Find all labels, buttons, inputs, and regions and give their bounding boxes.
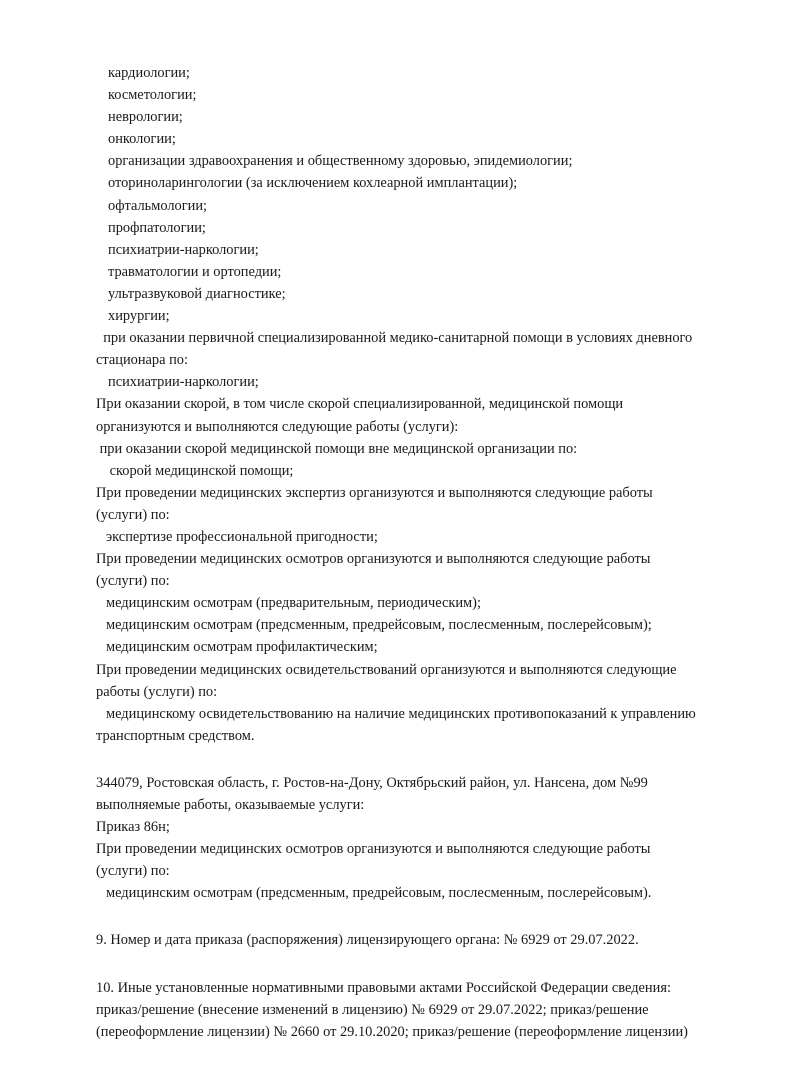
document-line: психиатрии-наркологии; bbox=[108, 374, 259, 391]
section-item-9 bbox=[96, 929, 734, 951]
document-line: скорой медицинской помощи; bbox=[106, 462, 294, 479]
document-line: при оказании первичной специализированной медико-санитарной помощи в условиях дневного bbox=[96, 330, 693, 347]
document-line: офтальмологии; bbox=[108, 197, 208, 214]
document-line: Приказ 86н; bbox=[96, 819, 170, 836]
document-line: 9. Номер и дата приказа (распоряжения) лицензирующего органа: № 6929 от 29.07.2022. bbox=[96, 932, 639, 949]
document-line: медицинским осмотрам (предсменным, предрейсовым, послесменным, послерейсовым); bbox=[106, 617, 652, 634]
document-line: При проведении медицинских экспертиз организуются и выполняются следующие работы bbox=[96, 484, 653, 501]
document-line: медицинским осмотрам (предварительным, периодическим); bbox=[106, 595, 481, 612]
section-specialties-list bbox=[96, 62, 734, 747]
section-item-10 bbox=[96, 977, 734, 1043]
document-line: (услуги) по: bbox=[96, 573, 170, 590]
document-line: организуются и выполняются следующие работы (услуги): bbox=[96, 418, 459, 435]
document-line: травматологии и ортопедии; bbox=[108, 263, 282, 280]
document-line: ультразвуковой диагностике; bbox=[108, 285, 286, 302]
document-line: организации здравоохранения и общественному здоровью, эпидемиологии; bbox=[108, 153, 573, 170]
document-line: 344079, Ростовская область, г. Ростов-на-Дону, Октябрьский район, ул. Нансена, дом №99 bbox=[96, 774, 648, 791]
document-line: При проведении медицинских осмотров организуются и выполняются следующие работы bbox=[96, 551, 651, 568]
document-line: медицинским осмотрам (предсменным, предрейсовым, послесменным, послерейсовым). bbox=[106, 885, 652, 902]
document-line: кардиологии; bbox=[108, 65, 190, 81]
document-line: При оказании скорой, в том числе скорой специализированной, медицинской помощи bbox=[96, 396, 624, 413]
document-line: 10. Иные установленные нормативными правовыми актами Российской Федерации сведения: bbox=[96, 979, 671, 996]
document-line: психиатрии-наркологии; bbox=[108, 241, 259, 258]
section-address-block bbox=[96, 772, 734, 905]
document-line: (услуги) по: bbox=[96, 863, 170, 880]
document-line: при оказании скорой медицинской помощи вне медицинской организации по: bbox=[96, 440, 578, 457]
section-spacer bbox=[96, 904, 734, 929]
document-line: хирургии; bbox=[108, 308, 170, 325]
document-line: При проведении медицинских осмотров организуются и выполняются следующие работы bbox=[96, 841, 651, 858]
document-line: выполняемые работы, оказываемые услуги: bbox=[96, 797, 365, 813]
document-line: (услуги) по: bbox=[96, 506, 170, 523]
document-line: приказ/решение (внесение изменений в лицензию) № 6929 от 29.07.2022; приказ/решение bbox=[96, 1001, 649, 1018]
document-body bbox=[96, 62, 734, 1043]
section-spacer bbox=[96, 747, 734, 772]
document-line: транспортным средством. bbox=[96, 727, 255, 744]
document-line: косметологии; bbox=[108, 87, 197, 104]
document-line: оториноларингологии (за исключением кохлеарной имплантации); bbox=[108, 175, 518, 192]
section-spacer bbox=[96, 952, 734, 977]
document-line: (переоформление лицензии) № 2660 от 29.10.2020; приказ/решение (переоформление лицензии) bbox=[96, 1023, 688, 1040]
document-line: стационара по: bbox=[96, 352, 189, 369]
document-line: онкологии; bbox=[108, 131, 176, 148]
document-line: профпатологии; bbox=[108, 219, 206, 236]
document-line: медицинскому освидетельствованию на наличие медицинских противопоказаний к управлению bbox=[106, 705, 696, 722]
document-line: неврологии; bbox=[108, 109, 183, 126]
document-line: работы (услуги) по: bbox=[96, 683, 218, 700]
document-line: При проведении медицинских освидетельствований организуются и выполняются следующие bbox=[96, 661, 677, 678]
document-line: медицинским осмотрам профилактическим; bbox=[106, 639, 378, 656]
document-line: экспертизе профессиональной пригодности; bbox=[106, 528, 378, 545]
